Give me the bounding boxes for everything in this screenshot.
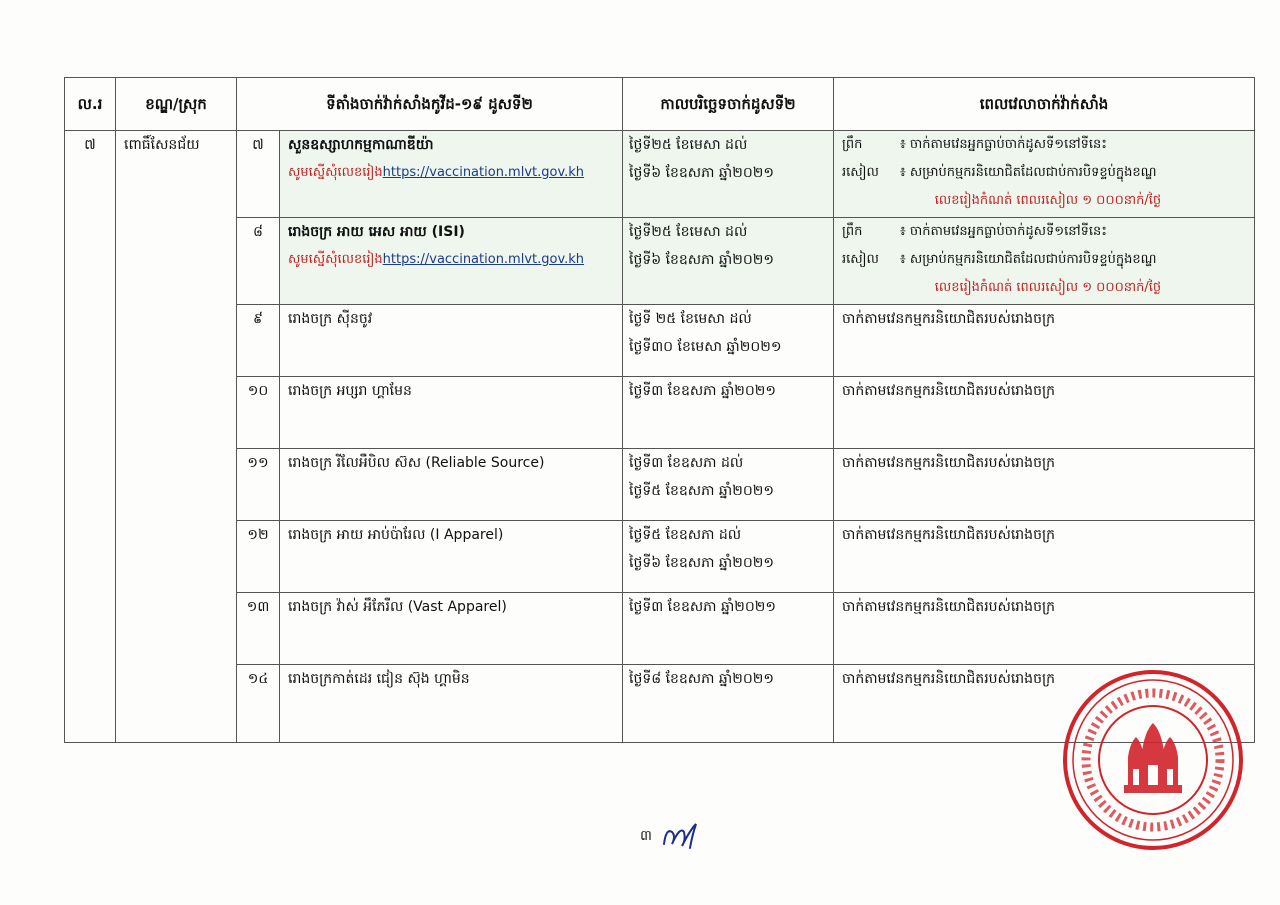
date-line-1: ថ្ងៃទី៨ ខែឧសភា ឆ្នាំ២០២១ (629, 671, 774, 687)
table-row (65, 593, 1255, 665)
date-cell (623, 377, 834, 449)
official-seal-icon (1058, 665, 1248, 855)
afternoon-label: រសៀល (842, 165, 879, 180)
request-line (288, 246, 622, 274)
afternoon-label: រសៀល (842, 252, 879, 267)
row-number: ១៣ (237, 593, 280, 665)
date-cell (623, 218, 834, 305)
table-row (65, 305, 1255, 377)
row-number: ១២ (237, 521, 280, 593)
date-cell (623, 665, 834, 743)
date-line-1: ថ្ងៃទី ២៥ ខែមេសា ដល់ (629, 311, 752, 327)
date-cell (623, 521, 834, 593)
row-number: ៩ (237, 305, 280, 377)
header-no: ល.រ (65, 78, 116, 131)
group-province: ពោធិ៍សែនជ័យ (116, 131, 237, 743)
afternoon-line (842, 246, 1254, 274)
site-name: រោងចក្រ រីលែអឺបិល ស៊ស (Reliable Source) (280, 449, 623, 521)
header-site: ទីតាំងចាក់វ៉ាក់សាំងកូវីដ-១៩ ដូសទី២ (237, 78, 623, 131)
vaccination-schedule-table (64, 77, 1255, 743)
time-cell: ចាក់តាមវេនកម្មករនិយោជិតរបស់រោងចក្រ (834, 449, 1255, 521)
time-cell: ចាក់តាមវេនកម្មករនិយោជិតរបស់រោងចក្រ (834, 377, 1255, 449)
site-name: រោងចក្រ ស៊ីនចូវ (280, 305, 623, 377)
site-cell (280, 131, 623, 218)
date-line-2: ថ្ងៃទី៦ ខែឧសភា ឆ្នាំ២០២១ (629, 555, 774, 571)
site-cell (280, 218, 623, 305)
date-line-1: ថ្ងៃទី៣ ខែឧសភា ឆ្នាំ២០២១ (629, 599, 776, 615)
vaccination-link[interactable]: https://vaccination.mlvt.gov.kh (382, 252, 585, 267)
row-number: ១១ (237, 449, 280, 521)
header-province: ខណ្ឌ/ស្រុក (116, 78, 237, 131)
table-header-row (65, 78, 1255, 131)
group-number: ៧ (65, 131, 116, 743)
table-row (65, 521, 1255, 593)
date-line-1: ថ្ងៃទី៣ ខែឧសភា ដល់ (629, 455, 744, 471)
site-name: រោងចក្រកាត់ដេរ ជៀន ស៊ុង ហ្គាមិន (280, 665, 623, 743)
site-name: រោងចក្រ អាយ អាប់ប៉ារែល (I Apparel) (280, 521, 623, 593)
page-number: ៣ (640, 828, 652, 844)
date-cell (623, 305, 834, 377)
table-row (65, 377, 1255, 449)
table-row (65, 131, 1255, 218)
slot-limit-text: លេខរៀងកំណត់ ពេលរសៀល ១ ០០០នាក់/ថ្ងៃ (934, 280, 1162, 295)
site-name: រោងចក្រ អប្សរា ហ្គាមែន (280, 377, 623, 449)
date-line-2: ថ្ងៃទី៦ ខែឧសភា ឆ្នាំ២០២១ (629, 165, 774, 181)
table-row (65, 449, 1255, 521)
afternoon-text: ៖ សម្រាប់កម្មករនិយោជិតដែលជាប់ការបិទខ្ទប់ក្នុងខណ្ឌ (900, 165, 1157, 180)
time-cell: ចាក់តាមវេនកម្មករនិយោជិតរបស់រោងចក្រ (834, 665, 1255, 743)
morning-text: ៖ ចាក់តាមវេនអ្នកធ្លាប់ចាក់ដូសទី១នៅទីនេះ (900, 224, 1107, 239)
date-line-2: ថ្ងៃទី៦ ខែឧសភា ឆ្នាំ២០២១ (629, 252, 774, 268)
site-name: រោងចក្រ វ៉ាស់ អឹភែរឺល (Vast Apparel) (280, 593, 623, 665)
date-line-2: ថ្ងៃទី៣០ ខែមេសា ឆ្នាំ២០២១ (629, 339, 782, 355)
date-cell (623, 131, 834, 218)
morning-line (842, 131, 1254, 159)
site-name: រោងចក្រ អាយ អេស អាយ (ISI) (288, 224, 465, 240)
request-text: សូមស្នើសុំលេខរៀង (288, 252, 383, 267)
date-cell (623, 593, 834, 665)
header-date: កាលបរិច្ឆេទចាក់ដូសទី២ (623, 78, 834, 131)
morning-label: ព្រឹក (842, 224, 863, 239)
morning-text: ៖ ចាក់តាមវេនអ្នកធ្លាប់ចាក់ដូសទី១នៅទីនេះ (900, 137, 1107, 152)
signature-icon (660, 818, 704, 852)
vaccination-link[interactable]: https://vaccination.mlvt.gov.kh (382, 165, 585, 180)
time-cell: ចាក់តាមវេនកម្មករនិយោជិតរបស់រោងចក្រ (834, 521, 1255, 593)
row-number: ១០ (237, 377, 280, 449)
date-line-1: ថ្ងៃទី២៥ ខែមេសា ដល់ (629, 137, 748, 153)
row-number: ៨ (237, 218, 280, 305)
date-line-1: ថ្ងៃទី៣ ខែឧសភា ឆ្នាំ២០២១ (629, 383, 776, 399)
slot-limit-text: លេខរៀងកំណត់ ពេលរសៀល ១ ០០០នាក់/ថ្ងៃ (934, 193, 1162, 208)
time-cell: ចាក់តាមវេនកម្មករនិយោជិតរបស់រោងចក្រ (834, 593, 1255, 665)
request-text: សូមស្នើសុំលេខរៀង (288, 165, 383, 180)
table-row (65, 218, 1255, 305)
row-number: ១៤ (237, 665, 280, 743)
time-cell (834, 131, 1255, 218)
morning-line (842, 218, 1254, 246)
morning-label: ព្រឹក (842, 137, 863, 152)
time-cell (834, 218, 1255, 305)
date-line-2: ថ្ងៃទី៥ ខែឧសភា ឆ្នាំ២០២១ (629, 483, 774, 499)
header-time: ពេលវេលាចាក់វ៉ាក់សាំង (834, 78, 1255, 131)
date-line-1: ថ្ងៃទី៥ ខែឧសភា ដល់ (629, 527, 742, 543)
time-cell: ចាក់តាមវេនកម្មករនិយោជិតរបស់រោងចក្រ (834, 305, 1255, 377)
afternoon-text: ៖ សម្រាប់កម្មករនិយោជិតដែលជាប់ការបិទខ្ទប់ក្នុងខណ្ឌ (900, 252, 1157, 267)
request-line (288, 159, 622, 187)
site-name: សួនឧស្សាហកម្មកាណាឌីយ៉ា (288, 137, 434, 153)
date-line-1: ថ្ងៃទី២៥ ខែមេសា ដល់ (629, 224, 748, 240)
afternoon-line (842, 159, 1254, 187)
row-number: ៧ (237, 131, 280, 218)
date-cell (623, 449, 834, 521)
